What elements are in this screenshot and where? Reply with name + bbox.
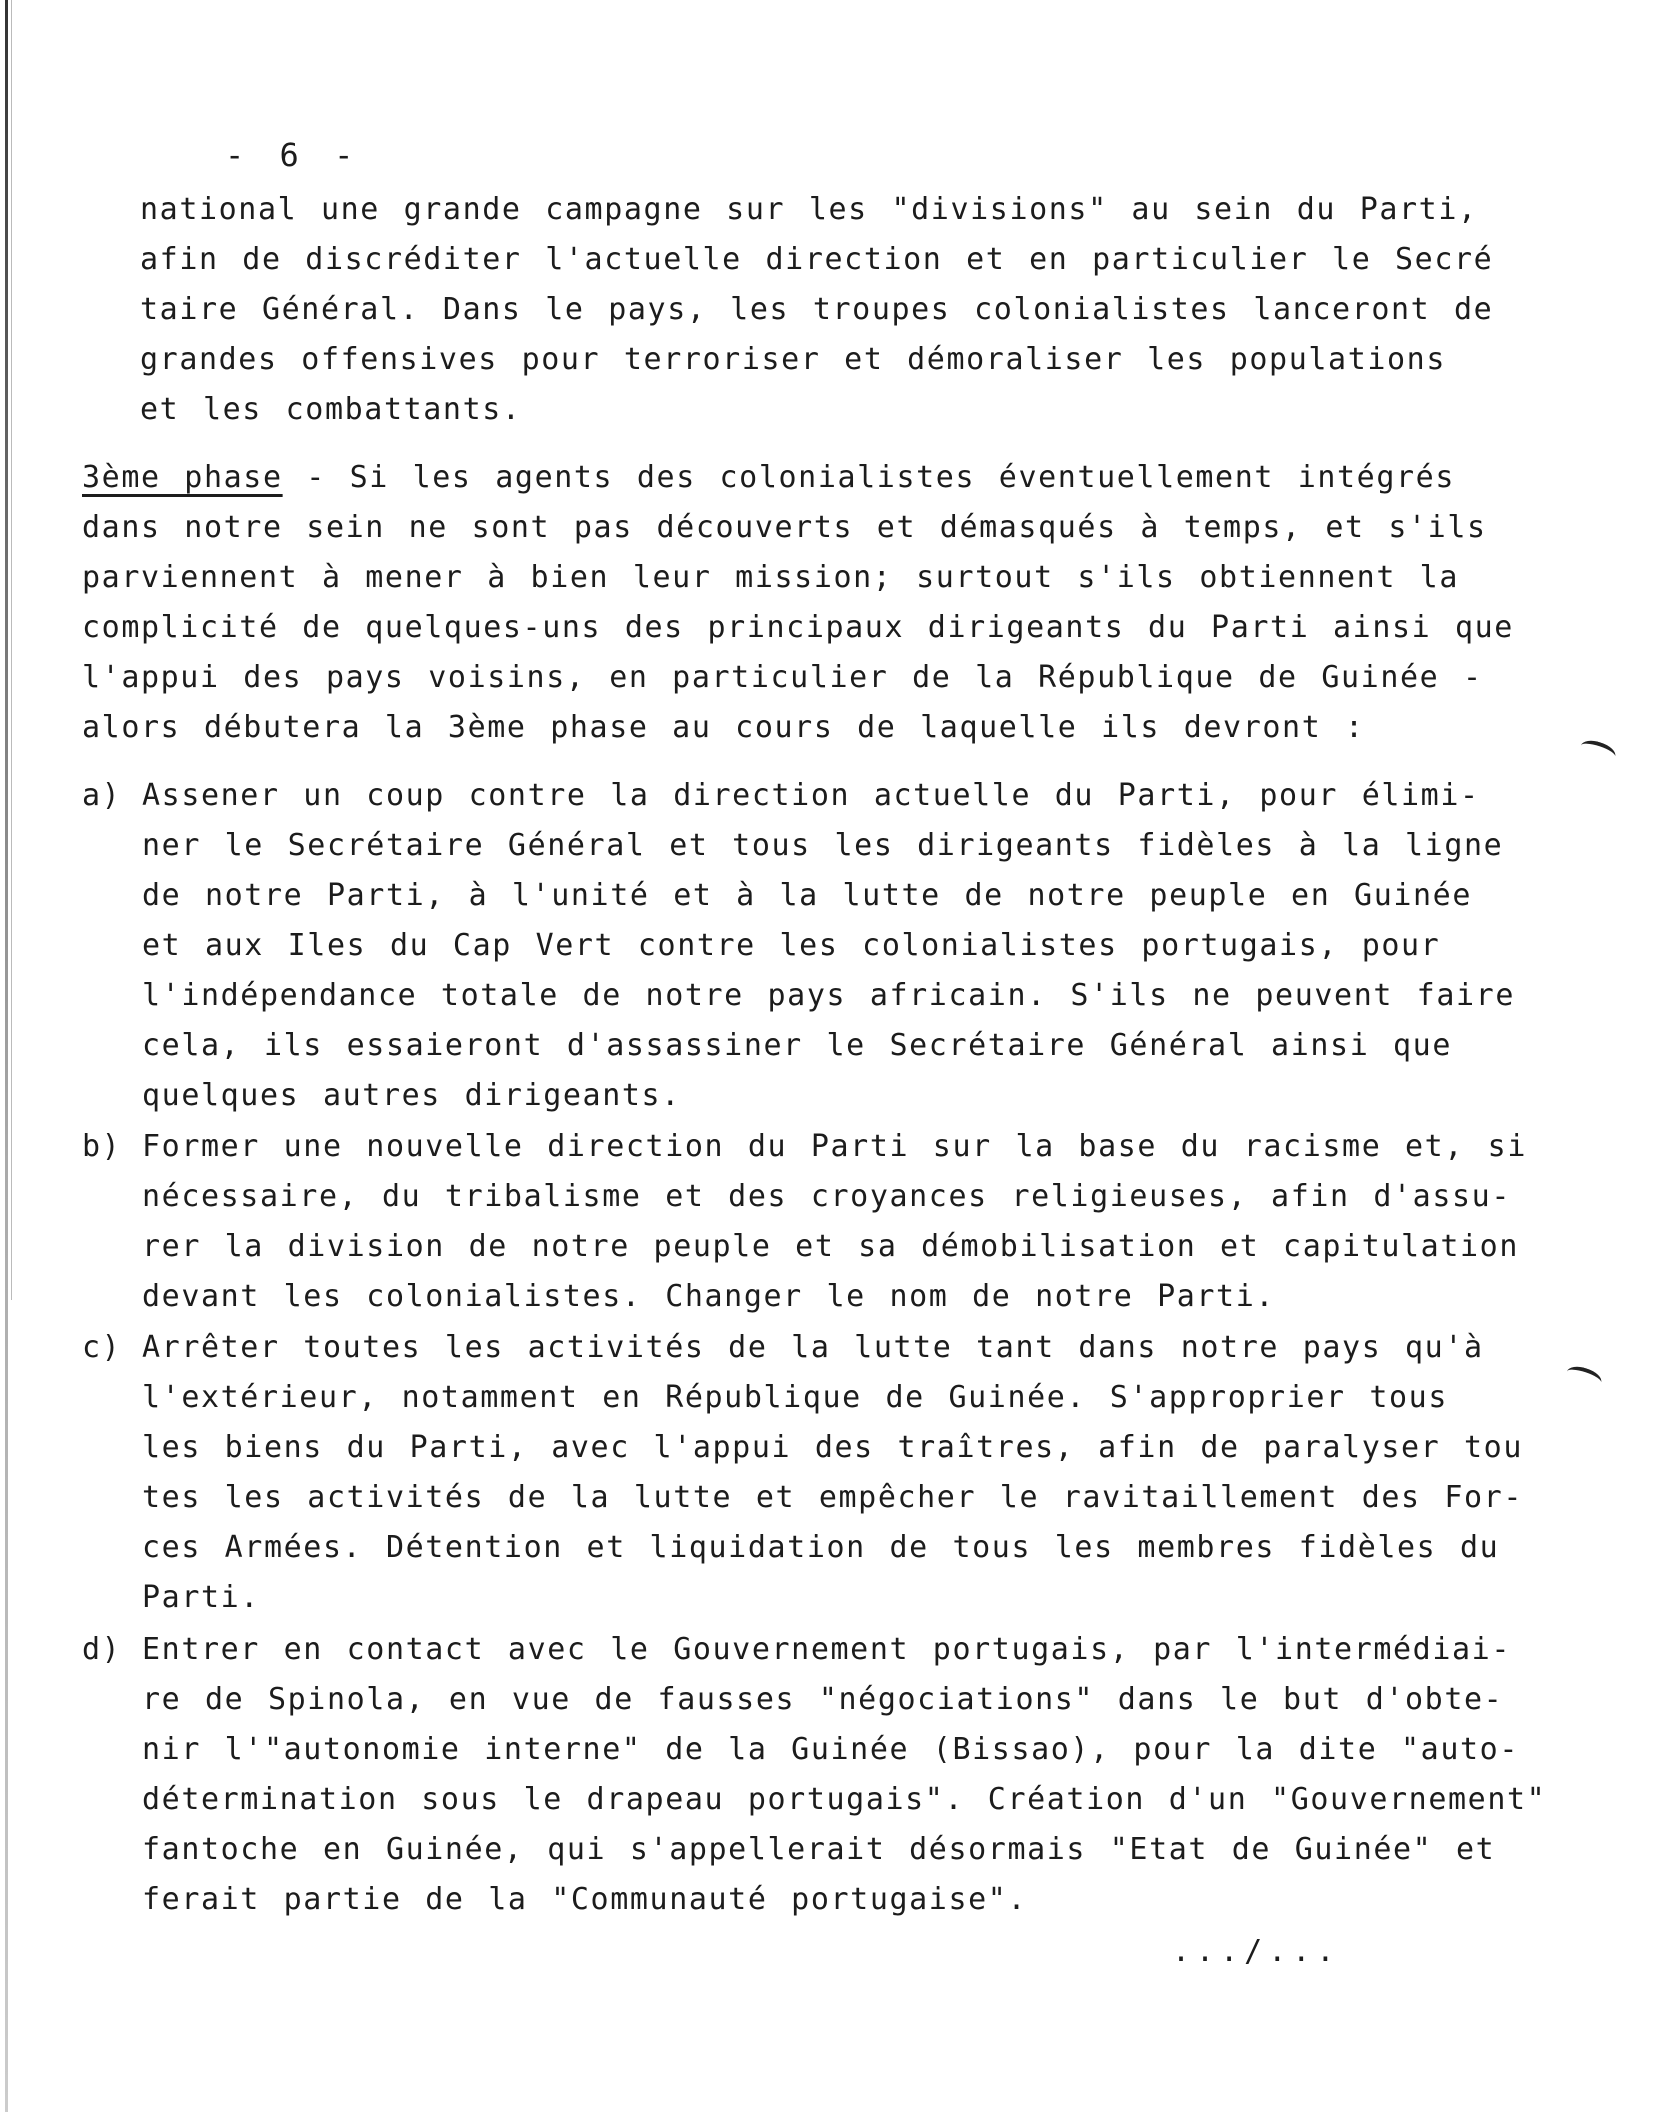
text-line: nécessaire, du tribalisme et des croyances religieuses, afin d'assu- bbox=[142, 1179, 1511, 1214]
text-line: re de Spinola, en vue de fausses "négociations" dans le but d'obte- bbox=[142, 1682, 1504, 1717]
phase3-first-line: - Si les agents des colonialistes éventuellement intégrés bbox=[282, 460, 1455, 495]
text-line: les biens du Parti, avec l'appui des traîtres, afin de paralyser tou bbox=[142, 1430, 1523, 1465]
text-line: détermination sous le drapeau portugais". Création d'un "Gouvernement" bbox=[142, 1782, 1547, 1817]
text-line: devant les colonialistes. Changer le nom de notre Parti. bbox=[142, 1279, 1276, 1314]
text-line: alors débutera la 3ème phase au cours de laquelle ils devront : bbox=[82, 710, 1365, 745]
text-line: cela, ils essaieront d'assassiner le Secrétaire Général ainsi que bbox=[142, 1028, 1452, 1063]
text-line: quelques autres dirigeants. bbox=[142, 1078, 681, 1113]
text-line: Former une nouvelle direction du Parti sur la base du racisme et, si bbox=[142, 1129, 1527, 1164]
scan-mark bbox=[1578, 737, 1618, 765]
text-line: et aux Iles du Cap Vert contre les colonialistes portugais, pour bbox=[142, 928, 1441, 963]
scan-mark bbox=[1564, 1363, 1604, 1391]
text-line: fantoche en Guinée, qui s'appellerait désormais "Etat de Guinée" et bbox=[142, 1832, 1496, 1867]
list-item-label: a) bbox=[82, 778, 122, 813]
phase3-heading: 3ème phase bbox=[82, 460, 283, 495]
list-item-label: b) bbox=[82, 1129, 122, 1164]
text-line: l'appui des pays voisins, en particulier de la République de Guinée - bbox=[82, 660, 1483, 695]
text-line: grandes offensives pour terroriser et démoraliser les populations bbox=[140, 342, 1446, 377]
text-line: Arrêter toutes les activités de la lutte tant dans notre pays qu'à bbox=[142, 1330, 1484, 1365]
text-line: complicité de quelques-uns des principaux dirigeants du Parti ainsi que bbox=[82, 610, 1514, 645]
text-line: nir l'"autonomie interne" de la Guinée (Bissao), pour la dite "auto- bbox=[142, 1732, 1519, 1767]
text-line: Assener un coup contre la direction actuelle du Parti, pour élimi- bbox=[142, 778, 1480, 813]
text-line: Entrer en contact avec le Gouvernement portugais, par l'intermédiai- bbox=[142, 1632, 1511, 1667]
text-line: ner le Secrétaire Général et tous les dirigeants fidèles à la ligne bbox=[142, 828, 1504, 863]
text-line: de notre Parti, à l'unité et à la lutte de notre peuple en Guinée bbox=[142, 878, 1472, 913]
text-line: afin de discréditer l'actuelle direction et en particulier le Secré bbox=[140, 242, 1494, 277]
text-line: ces Armées. Détention et liquidation de tous les membres fidèles du bbox=[142, 1530, 1500, 1565]
text-line: rer la division de notre peuple et sa démobilisation et capitulation bbox=[142, 1229, 1519, 1264]
text-line: national une grande campagne sur les "divisions" au sein du Parti, bbox=[140, 192, 1478, 227]
text-line: et les combattants. bbox=[140, 392, 522, 427]
page-number: - 6 - bbox=[225, 136, 360, 174]
text-line: parviennent à mener à bien leur mission; surtout s'ils obtiennent la bbox=[82, 560, 1459, 595]
text-line: l'indépendance totale de notre pays africain. S'ils ne peuvent faire bbox=[142, 978, 1515, 1013]
text-line: ferait partie de la "Communauté portugaise". bbox=[142, 1882, 1028, 1917]
text-line: dans notre sein ne sont pas découverts et démasqués à temps, et s'ils bbox=[82, 510, 1487, 545]
text-line: l'extérieur, notamment en République de Guinée. S'approprier tous bbox=[142, 1380, 1448, 1415]
text-line: Parti. bbox=[142, 1580, 260, 1615]
text-line bbox=[82, 460, 1455, 495]
text-line: taire Général. Dans le pays, les troupes colonialistes lanceront de bbox=[140, 292, 1494, 327]
continuation-marker: .../... bbox=[1172, 1934, 1341, 1969]
list-item-label: d) bbox=[82, 1632, 122, 1667]
text-line: tes les activités de la lutte et empêcher le ravitaillement des For- bbox=[142, 1480, 1523, 1515]
list-item-label: c) bbox=[82, 1330, 122, 1365]
